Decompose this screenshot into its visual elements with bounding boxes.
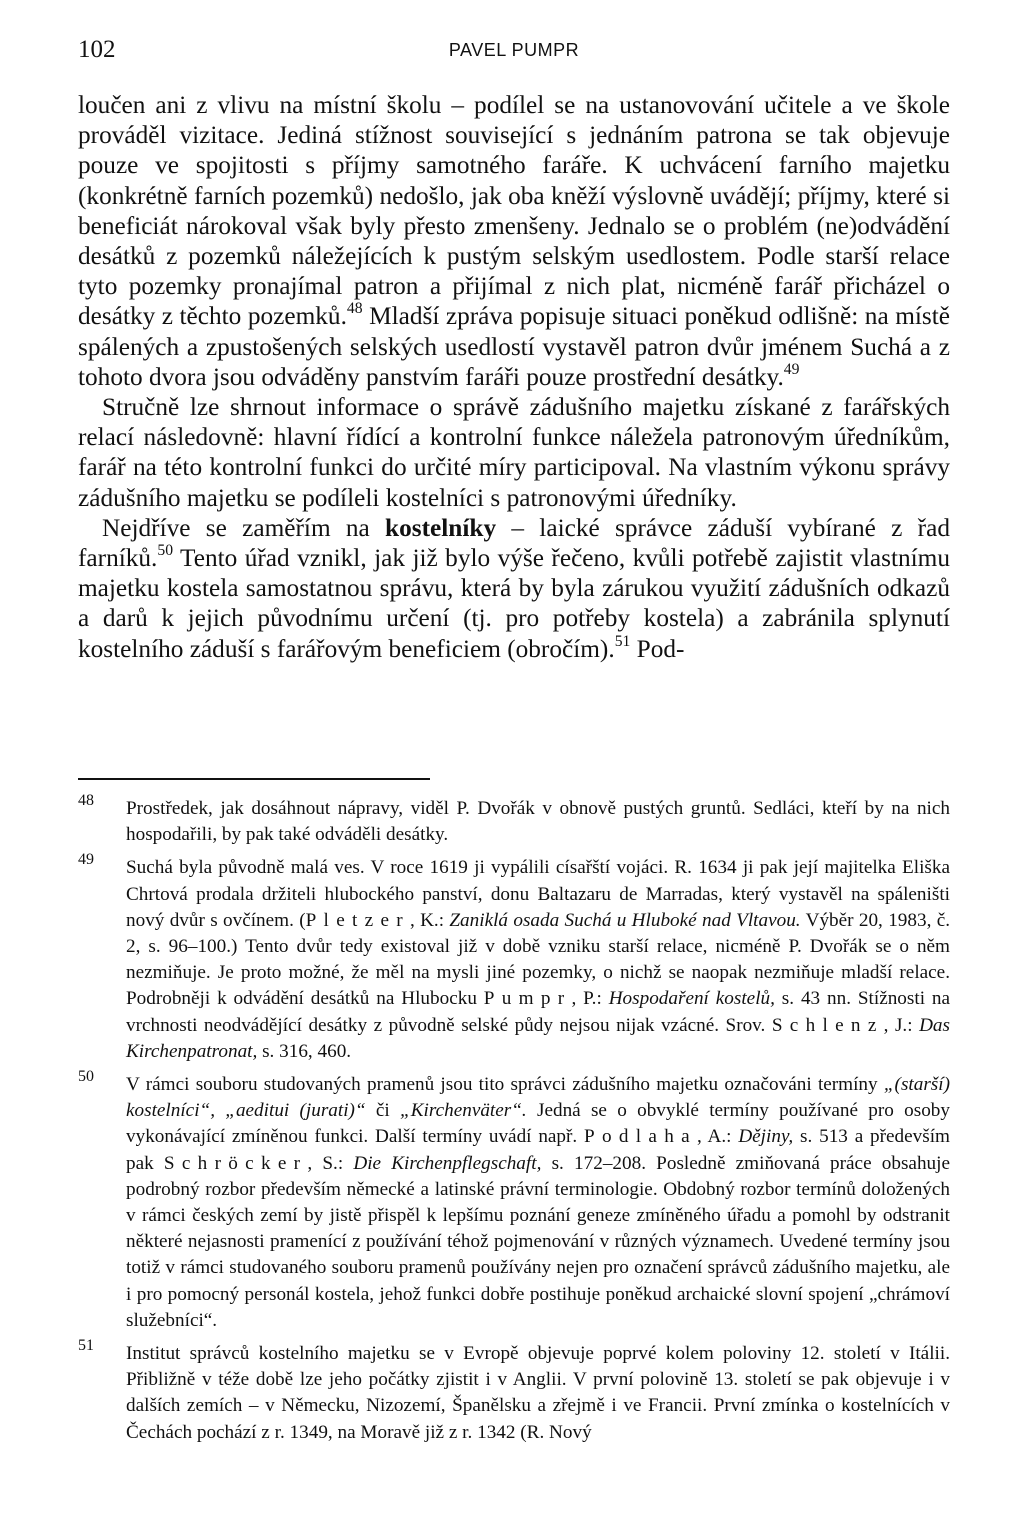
fn49-text-5: s. 43 nn. Stížnosti na vrchnosti neodvádějící desátky z původně selské půdy nejsou nijak vzácné. Srov. (126, 988, 951, 1036)
fn49-title-2: Hospodaření kostelů, (608, 988, 775, 1010)
running-head: PAVEL PUMPR (448, 40, 580, 60)
footnote-ref-49: 49 (783, 360, 800, 378)
fn50-author-1: Podlaha (584, 1126, 697, 1148)
paragraph-1-text-a: loučen ani z vlivu na místní školu – podílel se na ustanovování učitele a ve škole prováděl vizitace. Jediná stížnost související s jednáním patrona se tak objevuje pouze ve spojitosti s příjmy samotného faráře. K uchvácení farního majetku (konkrétně farních pozemků) nedošlo, jak oba kněží výslovně uvádějí; příjmy, které si beneficiát nárokoval však byly přesto zmenšeny. Jednalo se o problém (ne)odvádění desátků z pozemků náležejících k pustým selským usedlostem. Podle starší relace tyto pozemky pronajímal patron a přijímal z nich plat, nicméně farář přicházel o desátky z těchto pozemků. (78, 91, 950, 331)
fn49-text-1: Suchá byla původně malá ves. V roce 1619 ji vypálili císařští vojáci. R. 1634 ji pak její majitelka Eliška Chrtová prodala držiteli hlubockého panství, donu Baltazaru de Marradas, který vystavěl na spáleništi nový dvůr s ovčínem. ( (126, 857, 950, 931)
fn50-text-4: , A.: (696, 1126, 739, 1148)
fn50-title-2: Die Kirchenpflegschaft, (353, 1152, 542, 1174)
fn50-term-2: „Kirchenväter“. (400, 1100, 527, 1122)
paragraph-1 (78, 90, 950, 392)
footnote-48 (78, 792, 950, 848)
footnote-number: 51 (78, 1337, 94, 1355)
paragraph-3-text-d: Pod- (630, 634, 685, 663)
fn50-text-7: s. 172–208. Posledně zmiňovaná práce obsahuje podrobný rozbor především německé a latinské právní terminologie. Obdobný rozbor termínů doložených v rámci českých zemí by jistě přispěl k lepšímu poznání geneze zmíněného úřadu a pomohl by odstranit některé nejasnosti pramenící z používání téhož pojmenování v různých významech. Uvedené termíny jsou totiž v rámci studovaného souboru pramenů používány nejen pro označení správců zádušního majetku, ale i pro pomocný personál kostela, jehož funkci dobře postihuje poněkud archaické slovní spojení „chrámoví služebníci“. (126, 1152, 950, 1331)
fn50-author-2: Schröcker (163, 1152, 308, 1174)
footnote-number: 50 (78, 1068, 94, 1086)
fn50-text-2: či (365, 1100, 401, 1122)
paragraph-3-bold-term: kostelníky (385, 513, 497, 542)
fn49-text-4: , P.: (571, 988, 609, 1010)
fn50-text-1: V rámci souboru studovaných pramenů jsou tito správci zádušního majetku označováni termíny (126, 1074, 884, 1096)
footnote-ref-48: 48 (346, 300, 363, 318)
fn49-text-7: s. 316, 460. (257, 1040, 352, 1062)
footnote-49 (78, 851, 951, 1065)
paragraph-3-text-c: Tento úřad vznikl, jak již bylo výše řečeno, kvůli potřebě zajistit vlastnímu majetku kostela samostatnou správu, která by byla zárukou využití zádušních odkazů a darů k jejich původnímu určení (tj. pro potřeby kostela) a zabránila splynutí kostelního záduší s farářovým beneficiem (obročím). (78, 544, 950, 663)
fn49-author-3: Schlenz (771, 1014, 884, 1036)
paragraph-3-text-a: Nejdříve se zaměřím na (102, 513, 386, 542)
paragraph-3 (78, 513, 950, 664)
fn49-author-1: Pletzer (305, 909, 410, 931)
page-number: 102 (78, 36, 116, 63)
fn49-text-3: Výběr 20, 1983, č. 2, s. 96–100.) Tento dvůr tedy existoval již v době vzniku starší relace, nicméně P. Dvořák se o něm nezmiňuje. Je proto možné, že měl na mysli jiné pozemky, o nichž se naopak nezmiňuje mladší relace. Podrobněji k odvádění desátků na Hlubocku (126, 909, 951, 1010)
footnote-number: 48 (78, 792, 94, 809)
footnote-50 (78, 1068, 950, 1334)
fn50-text-5: s. 513 a především pak (126, 1126, 950, 1174)
footnote-text (126, 1072, 950, 1334)
footnote-ref-51: 51 (614, 632, 631, 650)
fn49-text-2: , K.: (409, 909, 450, 931)
paragraph-3-text-b: – laické správce záduší vybírané z řad farníků. (78, 513, 950, 573)
fn49-author-2: Pumpr (483, 988, 572, 1010)
fn49-title-3: Das Kirchenpatronat, (126, 1014, 950, 1062)
footnote-number: 49 (78, 851, 94, 869)
footnote-text: Prostředek, jak dosáhnout nápravy, viděl P. Dvořák v obnově pustých gruntů. Sedláci, kteří by na nich hospodařili, by pak také odváděli desátky. (126, 798, 950, 846)
main-text (78, 90, 950, 664)
fn49-text-6: , J.: (883, 1014, 920, 1036)
paragraph-2: Stručně lze shrnout informace o správě zádušního majetku získané z farářských relací následovně: hlavní řídící a kontrolní funkce náležela patronovým úředníkům, farář na této kontrolní funkci do určité míry participoval. Na vlastním výkonu správy zádušního majetku se podíleli kostelníci s patronovými úředníky. (78, 393, 950, 512)
fn50-term-1: „(starší) kostelníci“, „aeditui (jurati)“ (126, 1074, 950, 1122)
footnote-text: Institut správců kostelního majetku se v Evropě objevuje poprvé kolem poloviny 12. století v Itálii. Přibližně v téže době lze jeho počátky zjistit i v Anglii. V první polovině 13. století se pak objevuje i v dalších zemích – v Německu, Nizozemí, Španělsku a zřejmě i ve Francii. První zmínka o kostelnících v Čechách pochází z r. 1349, na Moravě již z r. 1342 (R. Nový (126, 1343, 950, 1443)
footnote-ref-50: 50 (157, 542, 174, 560)
paragraph-1-text-b: Mladší zpráva popisuje situaci poněkud odlišně: na místě spálených a zpustošených selských usedlostí vystavěl patron dvůr jménem Suchá a z tohoto dvora jsou odváděny panstvím faráři pouze prostřední desátky. (78, 302, 950, 391)
footnotes (78, 792, 951, 1453)
footnote-51 (78, 1337, 950, 1446)
footnote-separator (78, 778, 430, 780)
page-header (78, 36, 950, 70)
footnote-text (126, 855, 950, 1065)
fn50-text-3: Jedná se o obvyklé termíny používané pro osoby vykonávající zmíněnou funkci. Další termíny uvádí např. (126, 1100, 950, 1148)
fn50-text-6: , S.: (307, 1152, 354, 1174)
fn50-title-1: Dějiny, (738, 1126, 794, 1148)
fn49-title-1: Zaniklá osada Suchá u Hluboké nad Vltavou. (449, 909, 801, 931)
